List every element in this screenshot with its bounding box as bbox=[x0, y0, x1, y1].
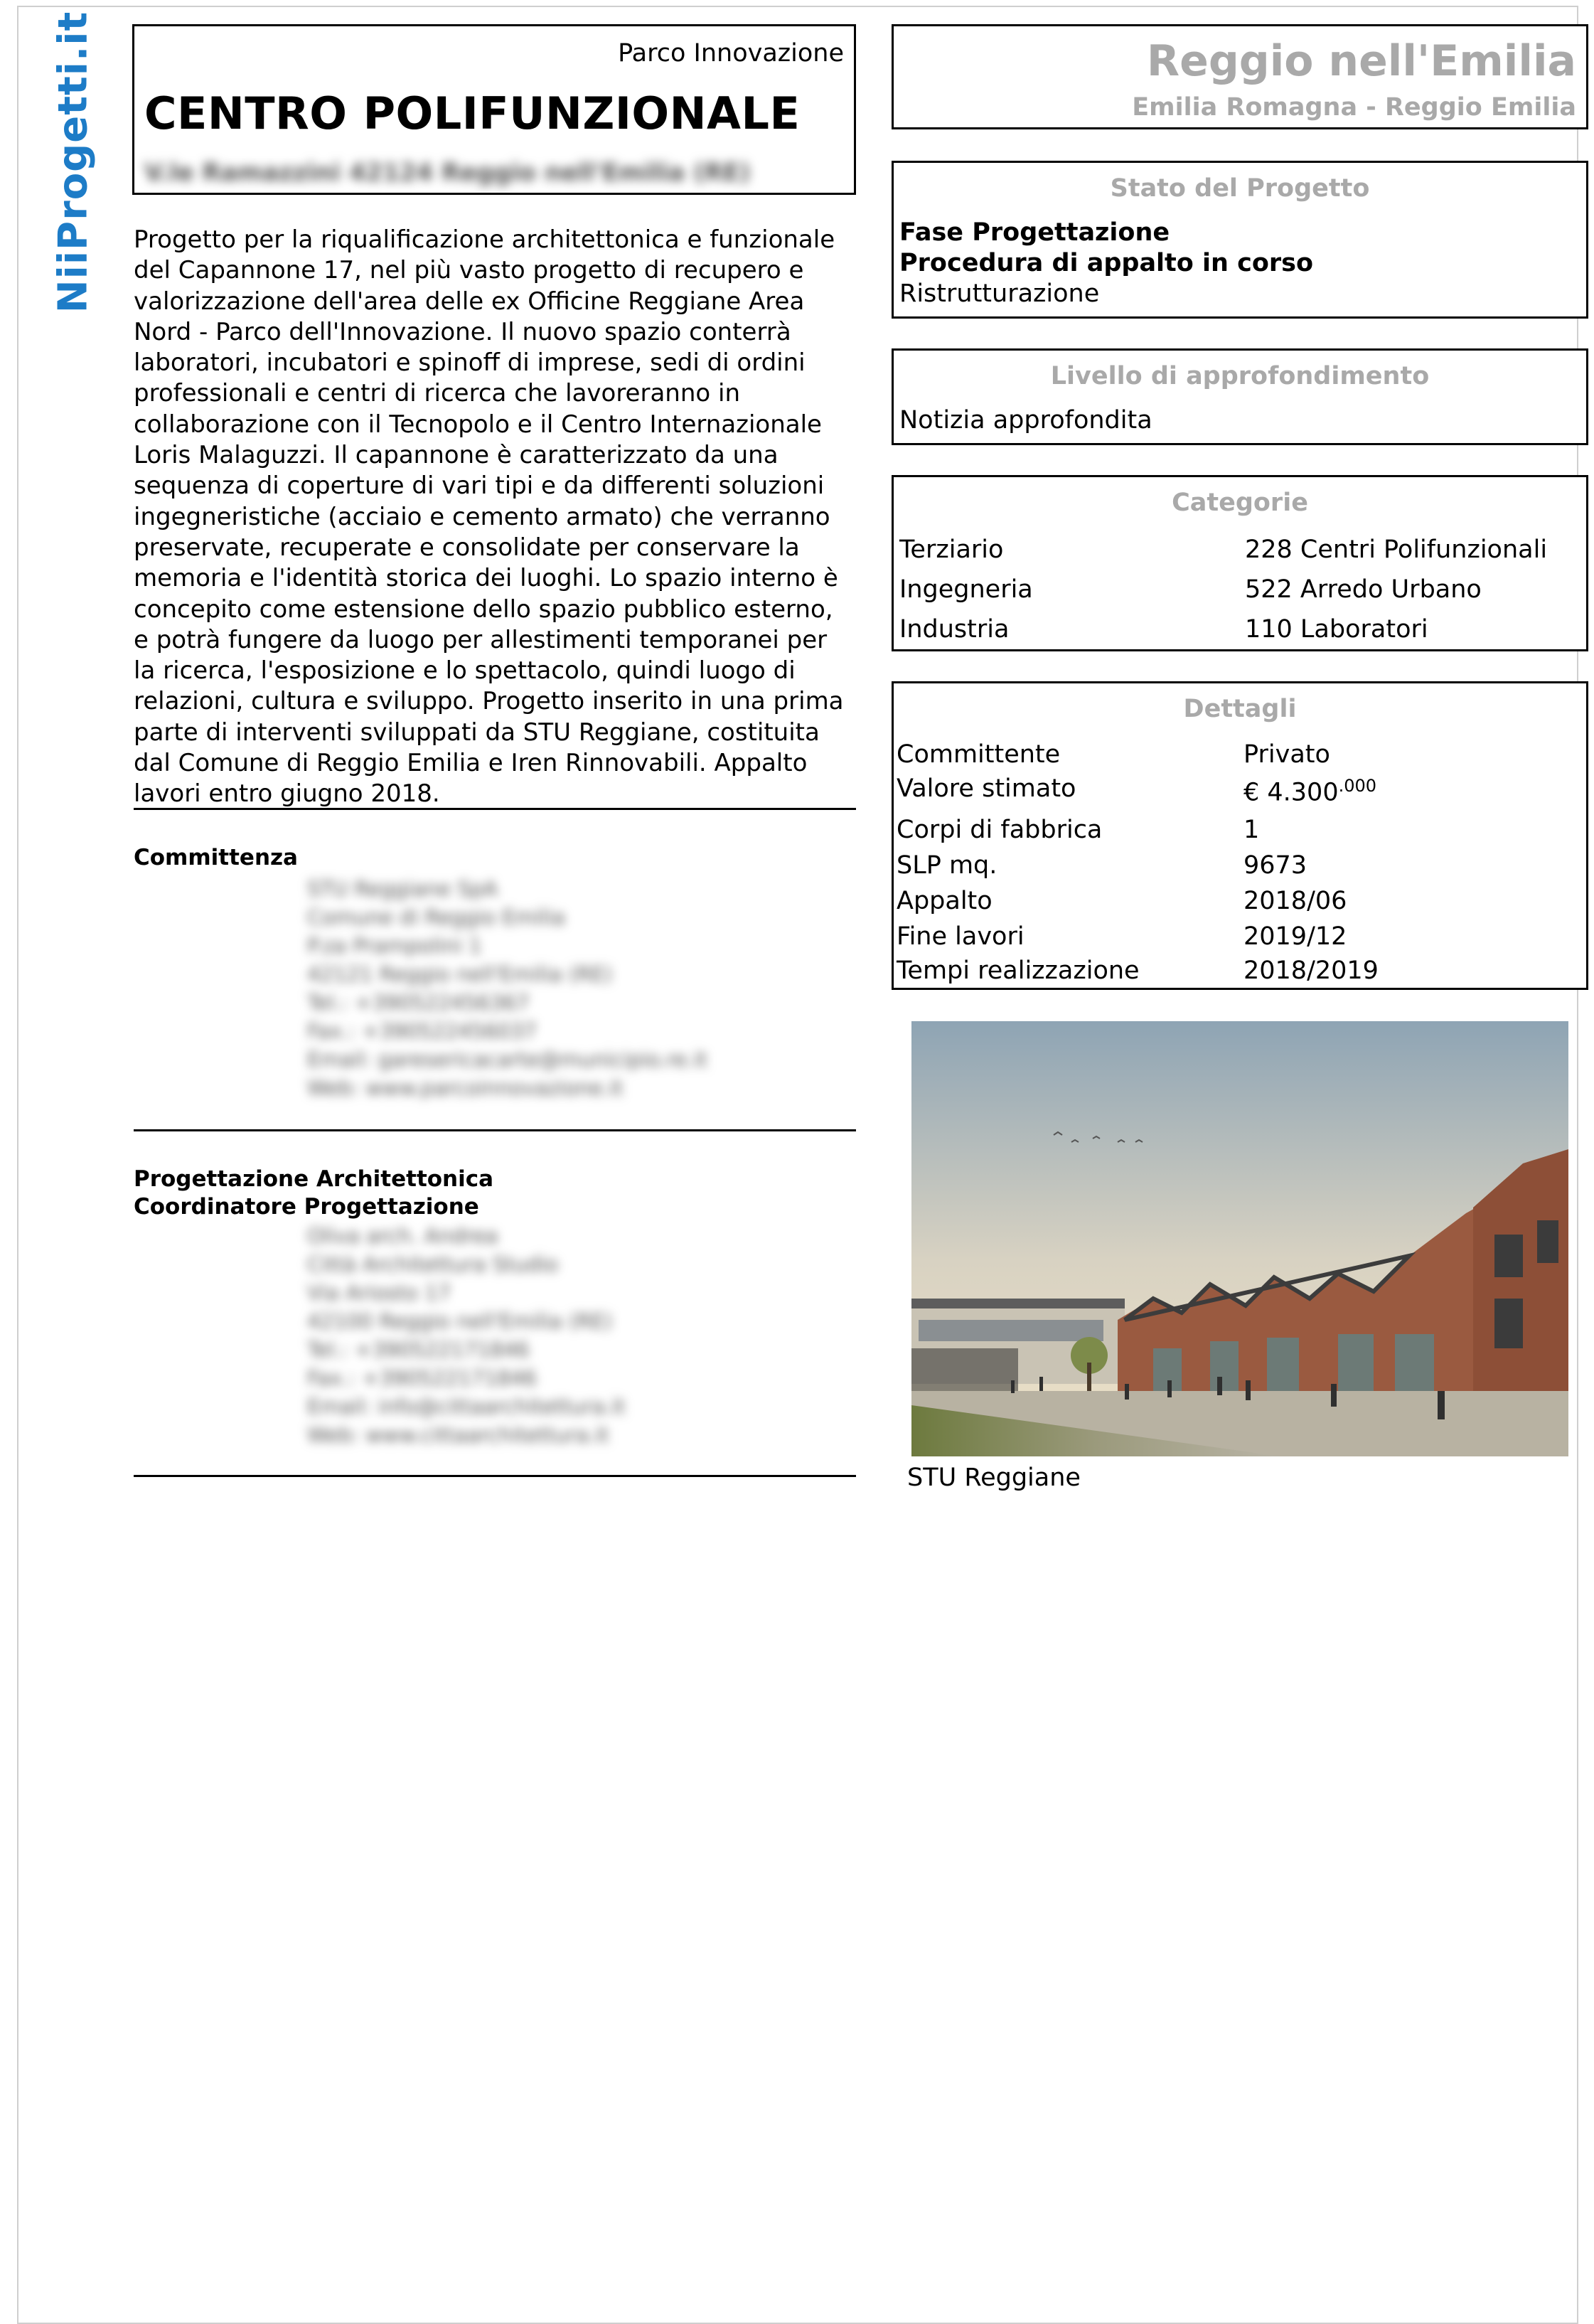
categorie-panel bbox=[892, 475, 1588, 651]
project-rendering-image[interactable] bbox=[911, 1021, 1568, 1456]
contact-line: Fax.: +390522456037 bbox=[307, 1019, 537, 1043]
progettazione-contact bbox=[307, 1222, 625, 1449]
dettagli-panel bbox=[892, 681, 1588, 990]
categorie-title: Categorie bbox=[1172, 489, 1308, 517]
committenza-heading: Committenza bbox=[134, 845, 298, 870]
divider bbox=[134, 1129, 856, 1131]
detail-label: Tempi realizzazione bbox=[897, 956, 1140, 985]
livello-panel bbox=[892, 348, 1588, 445]
contact-line: Città Architettura Studio bbox=[307, 1252, 559, 1276]
divider bbox=[134, 1475, 856, 1477]
category-label: Industria bbox=[899, 615, 1010, 644]
contact-line: 42100 Reggio nell'Emilia (RE) bbox=[307, 1309, 613, 1333]
stato-procedure: Procedura di appalto in corso bbox=[899, 249, 1314, 277]
detail-label: Committente bbox=[897, 740, 1061, 769]
contact-line: STU Reggiane SpA bbox=[307, 877, 498, 901]
committenza-contact bbox=[307, 875, 707, 1102]
contact-email[interactable]: Email: info@cittaarchitettura.it bbox=[307, 1395, 626, 1419]
category-value: 228 Centri Polifunzionali bbox=[1245, 535, 1548, 564]
progettazione-heading: Progettazione Architettonica bbox=[134, 1166, 494, 1192]
location-city: Reggio nell'Emilia bbox=[1146, 36, 1576, 86]
location-box bbox=[892, 24, 1588, 129]
contact-line: P.za Prampolini 1 bbox=[307, 934, 482, 958]
stato-phase: Fase Progettazione bbox=[899, 218, 1170, 247]
contact-email[interactable]: Email: garesericacarte@municipio.re.it bbox=[307, 1048, 708, 1072]
coordinatore-heading: Coordinatore Progettazione bbox=[134, 1194, 479, 1220]
valore-sup: .000 bbox=[1338, 776, 1377, 796]
contact-web[interactable]: Web: www.cittaarchitettura.it bbox=[307, 1423, 609, 1447]
project-description: Progetto per la riqualificazione architettonica e funzionale del Capannone 17, nel più vasto progetto di recupero e valorizzazione dell'area delle ex Officine Reggiane Area Nord - Parco dell'Innovazione. Il nuovo spazio conterrà laboratori, incubatori e spinoff di imprese, sedi di ordini professionali e centri di ricerca che lavoreranno in collaborazione con il Tecnopolo e il Centro Internazionale Loris Malaguzzi. Il capannone è caratterizzato da una sequenza di coperture di vari tipi e da differenti soluzioni ingegneristiche (acciaio e cemento armato) che verranno preservate, recuperate e consolidate per conservare la memoria e l'identità storica dei luoghi. Lo spazio interno è concepito come estensione dello spazio pubblico esterno, e potrà fungere da luogo per allestimenti temporanei per la ricerca, l'esposizione e lo spettacolo, quindi luogo di relazioni, cultura e sviluppo. Progetto inserito in una prima parte di interventi sviluppati da STU Reggiane, costituita dal Comune di Reggio Emilia e Iren Rinnovabili. Appalto lavori entro giugno 2018. bbox=[134, 225, 844, 809]
category-label: Ingegneria bbox=[899, 575, 1033, 604]
contact-line: 42121 Reggio nell'Emilia (RE) bbox=[307, 962, 613, 986]
contact-line: Comune di Reggio Emilia bbox=[307, 905, 565, 929]
divider bbox=[134, 808, 856, 810]
detail-label: Valore stimato bbox=[897, 774, 1076, 803]
contact-line: Fax.: +390522171846 bbox=[307, 1366, 537, 1390]
category-label: Terziario bbox=[899, 535, 1004, 564]
category-value: 522 Arredo Urbano bbox=[1245, 575, 1482, 604]
detail-value: 2018/06 bbox=[1243, 887, 1347, 915]
detail-label: Corpi di fabbrica bbox=[897, 816, 1103, 844]
detail-value: 1 bbox=[1243, 816, 1260, 844]
detail-value bbox=[1243, 776, 1376, 807]
location-region: Emilia Romagna - Reggio Emilia bbox=[1132, 93, 1576, 122]
livello-value: Notizia approfondita bbox=[899, 406, 1152, 435]
logo-text: NiiProgetti.it bbox=[50, 11, 97, 314]
stato-panel bbox=[892, 161, 1588, 319]
image-caption: STU Reggiane bbox=[907, 1464, 1081, 1492]
project-title-box bbox=[132, 24, 856, 195]
detail-value: 2018/2019 bbox=[1243, 956, 1379, 985]
project-kicker: Parco Innovazione bbox=[618, 39, 844, 68]
dettagli-title: Dettagli bbox=[1183, 695, 1297, 723]
contact-line: Via Ariosto 17 bbox=[307, 1281, 451, 1305]
valore-main: € 4.300 bbox=[1243, 778, 1339, 807]
contact-line: Oliva arch. Andrea bbox=[307, 1224, 498, 1248]
contact-line: Tel.: +390522171846 bbox=[307, 1338, 530, 1362]
site-logo[interactable] bbox=[50, 11, 97, 314]
category-value: 110 Laboratori bbox=[1245, 615, 1428, 644]
project-title: CENTRO POLIFUNZIONALE bbox=[144, 87, 801, 139]
detail-label: SLP mq. bbox=[897, 851, 997, 880]
detail-value: 9673 bbox=[1243, 851, 1307, 880]
livello-title: Livello di approfondimento bbox=[1050, 362, 1430, 390]
detail-label: Fine lavori bbox=[897, 922, 1025, 951]
contact-line: Tel.: +390522456367 bbox=[307, 991, 530, 1015]
stato-type: Ristrutturazione bbox=[899, 279, 1100, 308]
detail-value: 2019/12 bbox=[1243, 922, 1347, 951]
detail-value: Privato bbox=[1243, 740, 1330, 769]
stato-title: Stato del Progetto bbox=[1110, 174, 1370, 203]
contact-web[interactable]: Web: www.parcoinnovazione.it bbox=[307, 1076, 624, 1100]
detail-label: Appalto bbox=[897, 887, 993, 915]
project-address: V.le Ramazzini 42124 Reggio nell'Emilia (RE) bbox=[144, 159, 751, 187]
